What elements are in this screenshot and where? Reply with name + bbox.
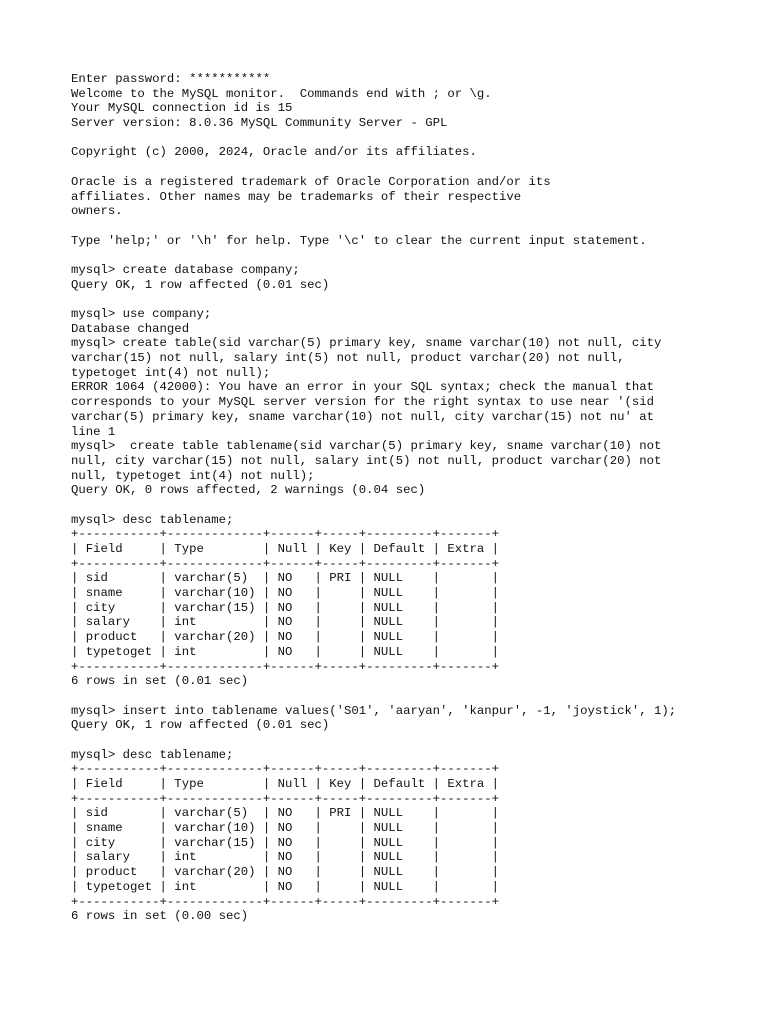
transcript-line: line 1 [71, 424, 116, 439]
transcript-line: null, city varchar(15) not null, salary int(5) not null, product varchar(20) not [71, 453, 662, 468]
transcript-line: | sid | varchar(5) | NO | PRI | NULL | | [71, 806, 500, 821]
transcript-line: Database changed [71, 321, 190, 336]
transcript-line: +-----------+-------------+------+-----+---------+-------+ [71, 762, 500, 777]
transcript-line [71, 160, 676, 175]
transcript-line: Oracle is a registered trademark of Oracle Corporation and/or its [71, 174, 551, 189]
transcript-line: affiliates. Other names may be trademarks of their respective [71, 189, 522, 204]
transcript-line: | Field | Type | Null | Key | Default | Extra | [71, 542, 500, 556]
transcript-line: Query OK, 1 row affected (0.01 sec) [71, 277, 330, 292]
transcript-line: mysql> use company; [71, 307, 212, 321]
transcript-line: Copyright (c) 2000, 2024, Oracle and/or its affiliates. [71, 145, 477, 160]
transcript-line: | typetoget | int | NO | | NULL | | [71, 879, 500, 894]
transcript-line: Type 'help;' or '\h' for help. Type '\c' to clear the current input statement. [71, 233, 647, 248]
transcript-line: mysql> desc tablename; [71, 512, 234, 527]
transcript-line [71, 733, 676, 748]
transcript-line: | Field | Type | Null | Key | Default | Extra | [71, 777, 500, 791]
transcript-line: corresponds to your MySQL server version for the right syntax to use near '(sid [71, 395, 654, 410]
transcript-line [71, 498, 676, 513]
transcript-line: 6 rows in set (0.01 sec) [71, 674, 249, 689]
transcript-line: null, typetoget int(4) not null); [71, 468, 315, 483]
transcript-line: | city | varchar(15) | NO | | NULL | | [71, 600, 500, 615]
transcript-line: | salary | int | NO | | NULL | | [71, 850, 500, 865]
transcript-line: Welcome to the MySQL monitor. Commands end with ; or \g. [71, 86, 492, 101]
transcript-line: Query OK, 0 rows affected, 2 warnings (0.04 sec) [71, 483, 426, 498]
transcript-line: typetoget int(4) not null); [71, 365, 271, 380]
transcript-line [71, 219, 676, 234]
transcript-line: mysql> desc tablename; [71, 747, 234, 762]
transcript-line: +-----------+-------------+------+-----+---------+-------+ [71, 527, 500, 542]
transcript-line: varchar(5) primary key, sname varchar(10) not null, city varchar(15) not nu' at [71, 409, 654, 424]
transcript-line: | sid | varchar(5) | NO | PRI | NULL | | [71, 571, 500, 586]
transcript-line: owners. [71, 204, 123, 219]
transcript-line: mysql> create table tablename(sid varchar(5) primary key, sname varchar(10) not [71, 439, 662, 454]
transcript-line: Query OK, 1 row affected (0.01 sec) [71, 718, 330, 733]
transcript-line: | sname | varchar(10) | NO | | NULL | | [71, 821, 500, 836]
transcript-line: | sname | varchar(10) | NO | | NULL | | [71, 586, 500, 601]
transcript-line: +-----------+-------------+------+-----+---------+-------+ [71, 659, 500, 674]
transcript-line: 6 rows in set (0.00 sec) [71, 909, 249, 924]
transcript-line: Server version: 8.0.36 MySQL Community Server - GPL [71, 116, 448, 131]
transcript-line: mysql> create database company; [71, 262, 300, 277]
transcript-line: varchar(15) not null, salary int(5) not null, product varchar(20) not null, [71, 351, 625, 366]
transcript-line: | typetoget | int | NO | | NULL | | [71, 644, 500, 659]
transcript-line: | city | varchar(15) | NO | | NULL | | [71, 835, 500, 850]
transcript-line: Your MySQL connection id is 15 [71, 101, 293, 116]
transcript-line: +-----------+-------------+------+-----+---------+-------+ [71, 791, 500, 806]
transcript-line: | salary | int | NO | | NULL | | [71, 615, 500, 630]
transcript-line: mysql> insert into tablename values('S01', 'aaryan', 'kanpur', -1, 'joystick', 1); [71, 703, 677, 718]
transcript-line [71, 248, 676, 263]
transcript-line: +-----------+-------------+------+-----+---------+-------+ [71, 556, 500, 571]
transcript-line [71, 131, 676, 146]
transcript-line: mysql> create table(sid varchar(5) primary key, sname varchar(10) not null, city [71, 336, 662, 351]
transcript-line [71, 689, 676, 704]
transcript-line: | product | varchar(20) | NO | | NULL | | [71, 630, 500, 645]
transcript-line [71, 292, 676, 307]
transcript-line: | product | varchar(20) | NO | | NULL | | [71, 865, 500, 880]
transcript-line: Enter password: *********** [71, 72, 271, 86]
transcript-line: ERROR 1064 (42000): You have an error in your SQL syntax; check the manual that [71, 380, 654, 395]
transcript-line: +-----------+-------------+------+-----+---------+-------+ [71, 894, 500, 909]
mysql-session-transcript [71, 72, 676, 924]
